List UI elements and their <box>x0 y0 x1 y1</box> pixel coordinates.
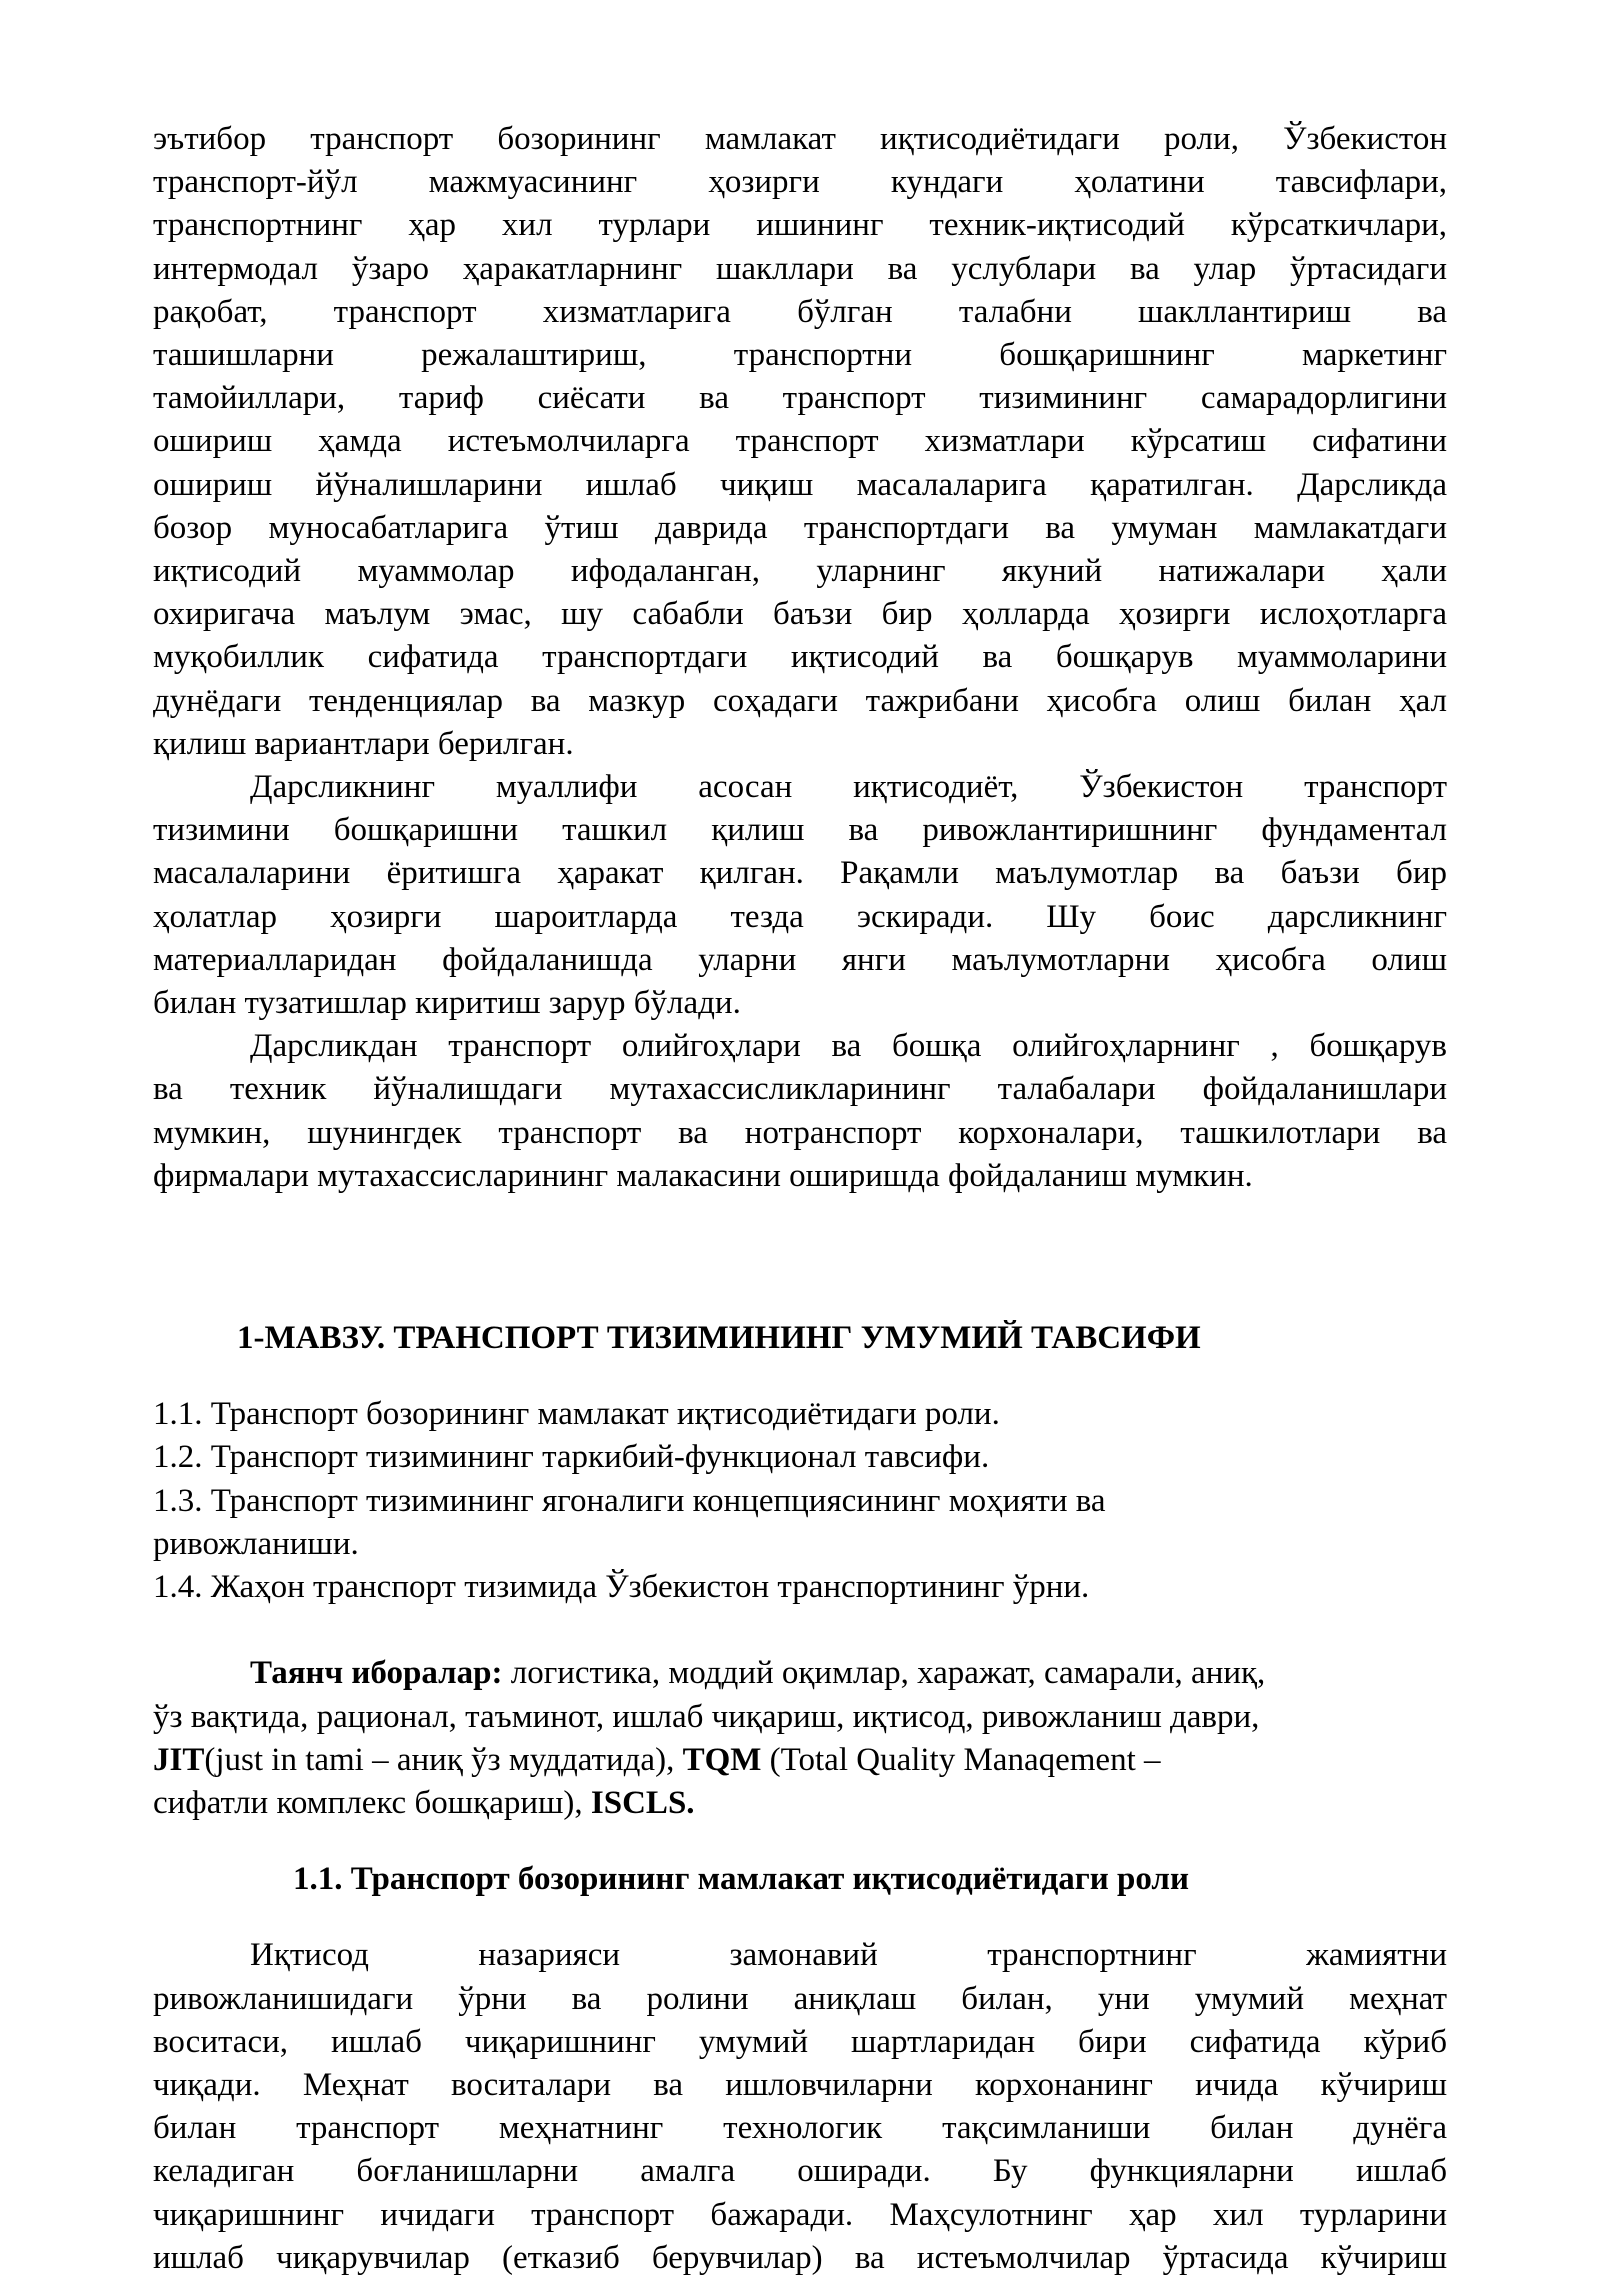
text-line: эътибор транспорт бозорининг мамлакат иқтисодиётидаги роли, Ўзбекистон <box>153 121 1447 157</box>
text-line: чиқади. Меҳнат воситалари ва ишловчиларни корхонанинг ичида кўчириш <box>153 2066 1447 2103</box>
text-line: фирмалари мутахассисларининг малакасини оширишда фойдаланиш мумкин. <box>153 1157 1253 1194</box>
topic-outline <box>153 1393 1447 1609</box>
keywords-line: ўз вақтида, рационал, таъминот, ишлаб чиқариш, иқтисод, ривожланиш даври, <box>153 1698 1260 1735</box>
text-line: иқтисодий муаммолар ифодаланган, уларнинг якуний натижалари ҳали <box>153 553 1447 590</box>
outline-item: ривожланиши. <box>153 1525 359 1562</box>
text-line: ишлаб чиқарувчилар (етказиб берувчилар) ва истеъмолчилар ўртасида кўчириш <box>153 2239 1447 2276</box>
document-page <box>153 118 1447 2280</box>
text-line: воситаси, ишлаб чиқаришнинг умумий шартларидан бири сифатида кўриб <box>153 2023 1447 2060</box>
text-line: Дарсликнинг муаллифи асосан иқтисодиёт, Ўзбекистон транспорт <box>250 769 1447 806</box>
text-line: мумкин, шунингдек транспорт ва нотранспорт корхоналари, ташкилотлари ва <box>153 1114 1447 1151</box>
text-line: материалларидан фойдаланишда уларни янги маълумотларни ҳисобга олиш <box>153 941 1447 978</box>
text-line: ошириш ҳамда истеъмолчиларга транспорт хизматлари кўрсатиш сифатини <box>153 423 1447 460</box>
keywords-line <box>153 1782 1447 1825</box>
intro-paragraph-2 <box>153 766 1447 1025</box>
keyword-tqm-text: (Total Quality Manaqement – <box>761 1741 1161 1778</box>
intro-paragraph-3 <box>153 1025 1447 1198</box>
outline-item: 1.1. Транспорт бозорининг мамлакат иқтисодиётидаги роли. <box>153 1396 1000 1433</box>
intro-paragraph-1 <box>153 118 1447 766</box>
text-line: муқобиллик сифатида транспортдаги иқтисодий ва бошқарув муаммоларини <box>153 639 1447 676</box>
keyword-jit-text: (just in tami – аниқ ўз муддатида), <box>204 1741 683 1778</box>
keyword-jit: JIT <box>153 1741 205 1778</box>
text-line: ташишларни режалаштириш, транспортни бошқаришнинг маркетинг <box>153 337 1447 374</box>
keywords-line <box>153 1739 1447 1782</box>
section-paragraph <box>153 1934 1447 2280</box>
spacer <box>153 1198 1447 1284</box>
keywords-line <box>153 1652 1447 1695</box>
text-line: тизимини бошқаришни ташкил қилиш ва ривожлантиришнинг фундаментал <box>153 812 1447 849</box>
text-line: билан тузатишлар киритиш зарур бўлади. <box>153 985 741 1022</box>
text-line: бозор муносабатларига ўтиш даврида транспортдаги ва умуман мамлакатдаги <box>153 509 1447 546</box>
topic-title: 1-МАВЗУ. ТРАНСПОРТ ТИЗИМИНИНГ УМУМИЙ ТАВСИФИ <box>237 1320 1201 1357</box>
outline-item: 1.2. Транспорт тизимининг таркибий-функционал тавсифи. <box>153 1439 990 1476</box>
keywords-text: сифатли комплекс бошқариш), <box>153 1784 591 1821</box>
text-line: ривожланишидаги ўрни ва ролини аниқлаш билан, уни умумий меҳнат <box>153 1980 1447 2017</box>
text-line: дунёдаги тенденциялар ва мазкур соҳадаги тажрибани ҳисобга олиш билан ҳал <box>153 682 1447 719</box>
text-line: транспортнинг ҳар хил турлари ишининг техник-иқтисодий кўрсаткичлари, <box>153 207 1447 244</box>
text-line: қилиш вариантлари берилган. <box>153 725 574 762</box>
keywords-block <box>153 1652 1447 1825</box>
keywords-label: Таянч иборалар: <box>250 1655 503 1692</box>
keyword-tqm: TQM <box>682 1741 762 1778</box>
text-line: билан транспорт меҳнатнинг технологик тақсимланиши билан дунёга <box>153 2110 1447 2147</box>
spacer <box>153 1609 1447 1652</box>
text-line: келадиган боғланишларни амалга оширади. Бу функцияларни ишлаб <box>153 2153 1447 2190</box>
text-line: чиқаришнинг ичидаги транспорт бажаради. Маҳсулотнинг ҳар хил турларини <box>153 2196 1447 2233</box>
text-line: масалаларини ёритишга ҳаракат қилган. Рақамли маълумотлар ва баъзи бир <box>153 855 1447 892</box>
text-line: рақобат, транспорт хизматларига бўлган талабни шакллантириш ва <box>153 293 1447 330</box>
text-line: интермодал ўзаро ҳаракатларнинг шакллари ва услублари ва улар ўртасидаги <box>153 250 1447 287</box>
section-title: 1.1. Транспорт бозорининг мамлакат иқтисодиётидаги роли <box>293 1861 1189 1898</box>
outline-item: 1.4. Жаҳон транспорт тизимида Ўзбекистон транспортининг ўрни. <box>153 1569 1090 1606</box>
text-line: транспорт-йўл мажмуасининг ҳозирги кундаги ҳолатини тавсифлари, <box>153 164 1447 201</box>
keywords-text: логистика, моддий оқимлар, харажат, самарали, аниқ, <box>502 1655 1266 1692</box>
text-line: Дарсликдан транспорт олийгоҳлари ва бошқа олийгоҳларнинг , бошқарув <box>250 1028 1447 1065</box>
text-line: ва техник йўналишдаги мутахассисликларининг талабалари фойдаланишлари <box>153 1071 1447 1108</box>
text-line: Иқтисод назарияси замонавий транспортнинг жамиятни <box>250 1937 1447 1974</box>
text-line: охиригача маълум эмас, шу сабабли баъзи бир ҳолларда ҳозирги ислоҳотларга <box>153 596 1447 633</box>
text-line: ҳолатлар ҳозирги шароитларда тезда эскиради. Шу боис дарсликнинг <box>153 898 1447 935</box>
text-line: тамойиллари, тариф сиёсати ва транспорт тизимининг самарадорлигини <box>153 380 1447 417</box>
outline-item: 1.3. Транспорт тизимининг ягоналиги концепциясининг моҳияти ва <box>153 1482 1106 1519</box>
text-line: ошириш йўналишларини ишлаб чиқиш масалаларига қаратилган. Дарсликда <box>153 466 1447 503</box>
keyword-iscls: ISCLS. <box>590 1784 695 1821</box>
